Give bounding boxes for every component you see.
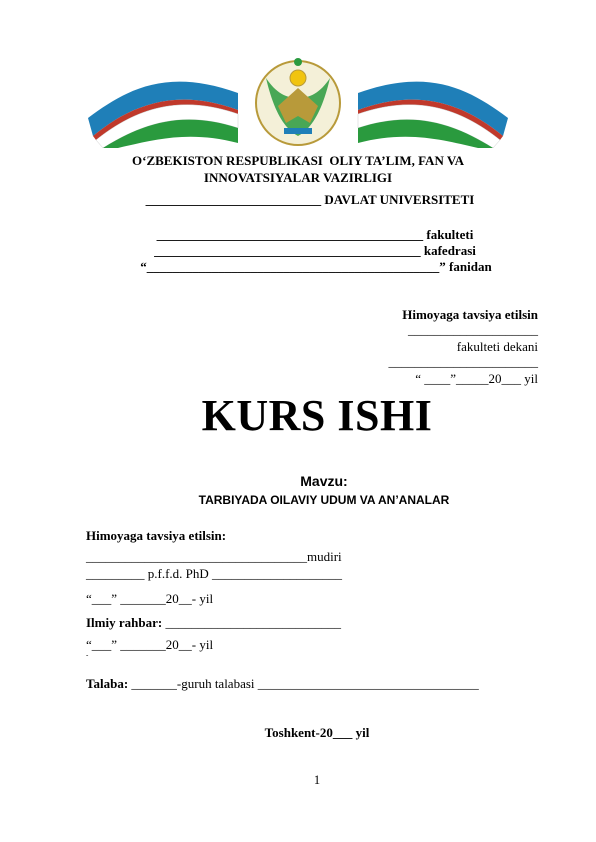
student-label: Talaba:	[86, 676, 129, 691]
degree-line: _________ p.f.f.d. PhD ____________________	[86, 566, 343, 581]
ministry-line-2: INNOVATSIYALAR VAZIRLIGI	[203, 170, 393, 185]
approval-title: Himoyaga tavsiya etilsin	[402, 307, 538, 322]
uzbekistan-emblem-banner	[88, 48, 508, 148]
university-line: ___________________________ DAVLAT UNIVERSITETI	[145, 192, 475, 207]
document-title: KURS ISHI	[201, 391, 433, 440]
stray-dot: -	[86, 651, 89, 659]
department-line: _________________________________________ kafedrasi	[154, 243, 476, 258]
student-text: _______-guruh talabasi __________________________________	[128, 676, 479, 691]
department-head-line: __________________________________mudiri	[86, 549, 342, 564]
topic-text: TARBIYADA OILAVIY UDUM VA AN’ANALAR	[198, 493, 450, 507]
approval-blank-2: _______________________	[388, 354, 538, 369]
supervisor-line	[86, 615, 341, 631]
page-number: 1	[313, 773, 321, 787]
city-year: Toshkent-20___ yil	[264, 725, 370, 740]
ministry-line-1: O‘ZBEKISTON RESPUBLIKASI OLIY TA’LIM, FAN VA	[132, 153, 464, 168]
approval-blank-1: ____________________	[408, 322, 538, 337]
supervisor-label: Ilmiy rahbar:	[86, 615, 163, 630]
defense-title: Himoyaga tavsiya etilsin:	[86, 528, 227, 543]
dean-label: fakulteti dekani	[456, 339, 538, 354]
student-line	[86, 676, 479, 692]
approval-date: “ ____”_____20___ yil	[415, 371, 538, 386]
defense-date-2: “___” _______20__- yil	[86, 637, 214, 652]
supervisor-blank: ___________________________	[162, 615, 341, 630]
faculty-line: _________________________________________ fakulteti	[156, 227, 474, 242]
subject-line: “_____________________________________________” fanidan	[140, 259, 492, 274]
topic-label: Mavzu:	[300, 473, 348, 489]
defense-date-1: “___” _______20__- yil	[86, 591, 214, 606]
topic-line	[0, 455, 596, 527]
